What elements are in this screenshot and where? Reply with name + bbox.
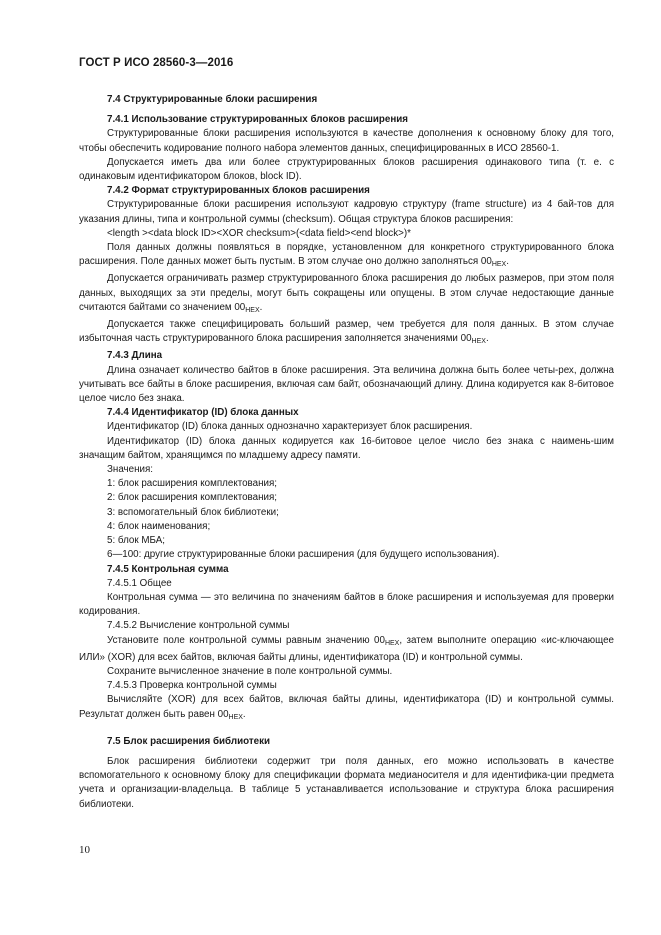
period: . — [242, 708, 246, 720]
paragraph-text: , затем выполните операцию «ис-ключающее ИЛИ» (XOR) для всех байтов, включая байты длины, идентификатора (ID) и контрольной суммы. — [79, 634, 614, 663]
subsection-heading-7-4-5-3: 7.4.5.3 Проверка контрольной суммы — [107, 680, 277, 692]
paragraph — [79, 241, 614, 272]
section-heading-7-4-4: 7.4.4 Идентификатор (ID) блока данных — [107, 407, 299, 419]
section-heading-7-4-2: 7.4.2 Формат структурированных блоков расширения — [107, 185, 370, 197]
structure-formula: <length ><data block ID><XOR checksum>(<data field><end block>)* — [107, 227, 411, 239]
list-item: 5: блок МБА; — [107, 535, 165, 547]
period: . — [485, 333, 489, 345]
section-heading-7-5: 7.5 Блок расширения библиотеки — [107, 735, 271, 747]
list-item: 3: вспомогательный блок библиотеки; — [107, 506, 279, 518]
hex-subscript: HEX — [384, 639, 400, 647]
period: . — [259, 301, 263, 313]
paragraph: Идентификатор (ID) блока данных кодируется как 16-битовое целое число без знака с наимень-шим значащим байтом, хранящимся по младшему адресу памяти. — [79, 435, 614, 461]
paragraph: Длина означает количество байтов в блоке расширения. Эта величина должна быть более четы-рех, должна учитывать все байты в блоке расширения, включая сам байт, обозначающий длину. Длина кодируется как 8-битовое целое число без знака. — [79, 364, 614, 405]
paragraph-text: Допускается также специфицировать больший размер, чем требуется для поля данных. В этом случае избыточная часть структурированного блока расширения заполняется значениями 00 — [79, 319, 614, 345]
paragraph: Сохраните вычисленное значение в поле контрольной суммы. — [107, 665, 393, 677]
paragraph: Блок расширения библиотеки содержит три поля данных, его можно использовать в качестве вспомогательного к основному блоку для спецификации формата медианосителя и для идентифика-ции предмета учета и организации-владельца. В таблице 5 устанавливается использование и структура блока расширения библиотеки. — [79, 755, 614, 810]
paragraph: Структурированные блоки расширения используют кадровую структуру (frame structure) из 4 бай-тов для указания длины, типа и контрольной суммы (checksum). Общая структура блоков расширения: — [79, 199, 614, 225]
subsection-heading-7-4-5-2: 7.4.5.2 Вычисление контрольной суммы — [107, 620, 290, 632]
paragraph: Допускается иметь два или более структурированных блоков расширения одинакового типа (т. е. с одинаковым идентификатором блоков, block ID). — [79, 156, 614, 183]
period: . — [506, 256, 509, 268]
list-item: 4: блок наименования; — [107, 520, 211, 532]
list-item: 1: блок расширения комплектования; — [107, 478, 278, 490]
paragraph: Контрольная сумма — это величина по значениям байтов в блоке расширения и используемая для проверки кодирования. — [79, 591, 614, 618]
document-header: ГОСТ Р ИСО 28560-3—2016 — [79, 57, 234, 69]
paragraph — [79, 693, 614, 724]
hex-subscript: HEX — [471, 338, 486, 346]
section-heading-7-4: 7.4 Структурированные блоки расширения — [107, 94, 318, 105]
paragraph — [79, 272, 614, 318]
hex-subscript: HEX — [491, 261, 507, 269]
paragraph-text: Поля данных должны появляться в порядке, установленном для конкретного структурированного блока расширения. Поле данных может быть пустым. В этом случае оно должно заполняться 00 — [79, 242, 614, 268]
document-body — [79, 93, 614, 812]
section-heading-7-4-1: 7.4.1 Использование структурированных блоков расширения — [107, 114, 409, 126]
section-heading-7-4-5: 7.4.5 Контрольная сумма — [107, 563, 229, 575]
hex-subscript: HEX — [245, 306, 260, 314]
paragraph-text: Допускается ограничивать размер структурированного блока расширения до любых размеров, при этом поля данных, выходящих за эти пределы, могут быть сокращены или опущены. В этом случае недостающие данные считаются байтами со значением 00 — [79, 273, 614, 313]
values-label: Значения: — [107, 464, 154, 476]
paragraph-text: Вычисляйте (XOR) для всех байтов, включая байты длины, идентификатора (ID) и контрольной суммы. Результат должен быть равен 00 — [79, 694, 614, 720]
paragraph: Идентификатор (ID) блока данных однозначно характеризует блок расширения. — [107, 421, 473, 433]
paragraph: Структурированные блоки расширения используются в качестве дополнения к основному блоку для того, чтобы обеспечить кодирование полного набора элементов данных, специфицированных в ИСО 28560-1. — [79, 128, 614, 154]
section-heading-7-4-3: 7.4.3 Длина — [107, 350, 163, 362]
list-item: 6—100: другие структурированные блоки расширения (для будущего использования). — [107, 549, 500, 561]
paragraph — [79, 318, 614, 349]
page-number: 10 — [79, 844, 90, 856]
paragraph — [79, 634, 614, 665]
paragraph-text: Установите поле контрольной суммы равным значению 00 — [107, 634, 385, 646]
hex-subscript: HEX — [228, 713, 243, 721]
list-item: 2: блок расширения комплектования; — [107, 492, 278, 504]
subsection-heading-7-4-5-1: 7.4.5.1 Общее — [107, 577, 172, 589]
